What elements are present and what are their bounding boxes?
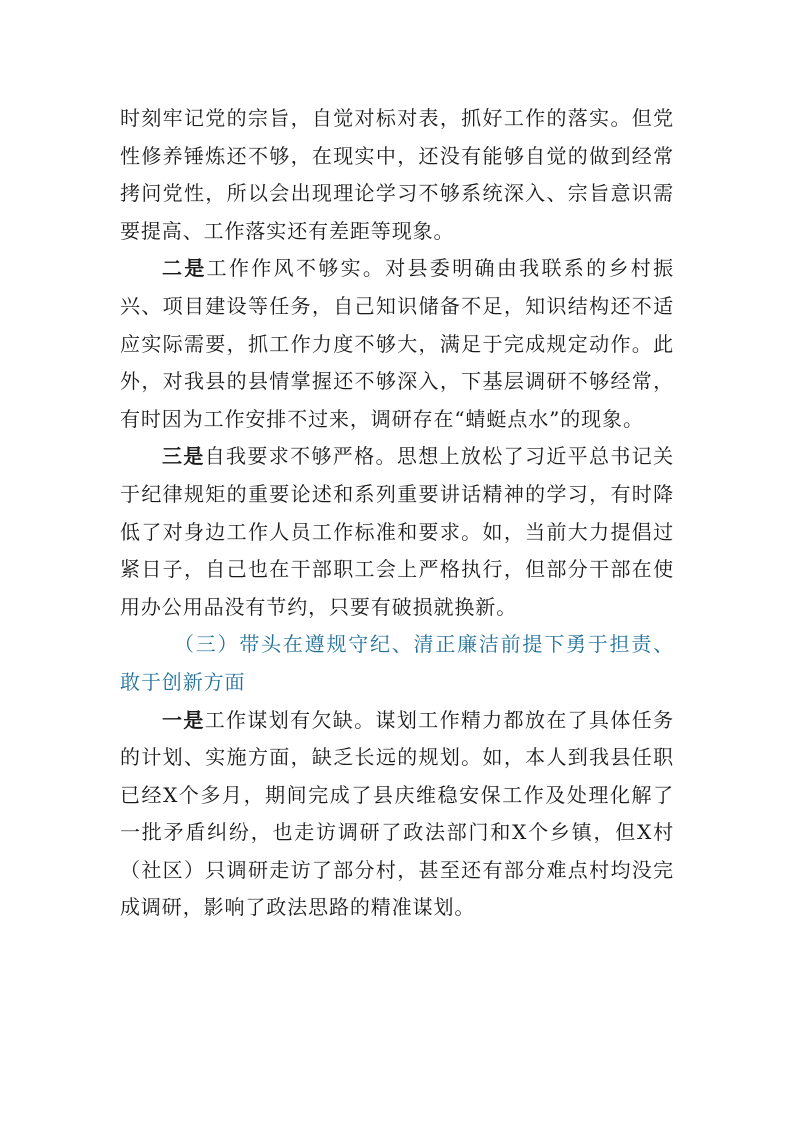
paragraph-text: 工作作风不够实。对县委明确由我联系的乡村振兴、项目建设等任务，自己知识储备不足，知识结构还不适应实际需要，抓工作力度不够大，满足于完成规定动作。此外，对我县的县情掌握还不够深入，下基层调研不够经常，有时因为工作安排不过来，调研存在“蜻蜓点水”的现象。 [120, 256, 674, 431]
paragraph-party-spirit [120, 100, 674, 250]
paragraph-text: 时刻牢记党的宗旨，自觉对标对表，抓好工作的落实。但党性修养锤炼还不够，在现实中，还没有能够自觉的做到经常拷问党性，所以会出现理论学习不够系统深入、宗旨意识需要提高、工作落实还有差距等现象。 [120, 106, 674, 243]
paragraph-lead: 二是 [162, 256, 207, 281]
section-heading: （三）带头在遵规守纪、清正廉洁前提下勇于担责、敢于创新方面 [120, 632, 674, 694]
paragraph-lead: 三是 [162, 444, 205, 469]
paragraph-text: 自我要求不够严格。思想上放松了习近平总书记关于纪律规矩的重要论述和系列重要讲话精神的学习，有时降低了对身边工作人员工作标准和要求。如，当前大力提倡过紧日子，自己也在干部职工会上严格执行，但部分干部在使用办公用品没有节约，只要有破损就换新。 [120, 444, 674, 619]
paragraph-work-planning [120, 702, 674, 928]
paragraph-self-discipline [120, 438, 674, 626]
paragraph-work-style [120, 250, 674, 438]
paragraph-lead: 一是 [162, 707, 205, 732]
paragraph-text: 工作谋划有欠缺。谋划工作精力都放在了具体任务的计划、实施方面，缺乏长远的规划。如，本人到我县任职已经X个多月，期间完成了县庆维稳安保工作及处理化解了一批矛盾纠纷，也走访调研了政法部门和X个乡镇，但X村（社区）只调研走访了部分村，甚至还有部分难点村均没完成调研，影响了政法思路的精准谋划。 [120, 707, 674, 920]
document-body [120, 100, 674, 927]
